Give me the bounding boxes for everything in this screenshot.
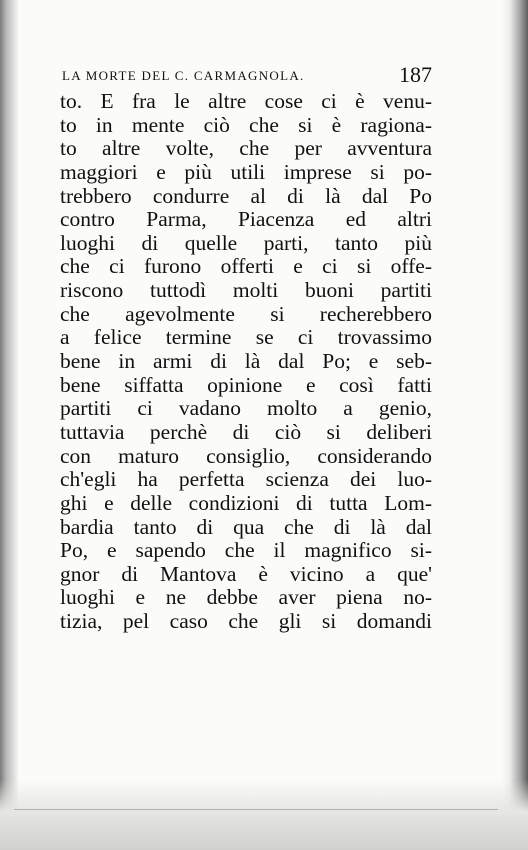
text-line: maggiori e più utili imprese si po-	[60, 159, 432, 184]
bottom-page-edge	[0, 780, 528, 850]
bottom-edge-line	[14, 809, 498, 810]
text-line: Po, e sapendo che il magnifico si-	[60, 538, 432, 563]
running-head-title: LA MORTE DEL C. CARMAGNOLA.	[62, 68, 305, 83]
text-line: tuttavia perchè di ciò si deliberi	[60, 419, 432, 444]
page-number: 187	[399, 62, 432, 87]
running-head	[62, 62, 432, 90]
text-line: bardia tanto di qua che di là dal	[60, 514, 432, 539]
text-line: gnor di Mantova è vicino a que'	[60, 561, 432, 586]
text-line: riscono tuttodì molti buoni partiti	[60, 278, 432, 303]
text-line: che ci furono offerti e ci si offe-	[60, 254, 432, 279]
text-line: ghi e delle condizioni di tutta Lom-	[60, 490, 432, 515]
page-edge-shadow	[502, 0, 528, 850]
binding-shadow	[0, 0, 18, 850]
text-line: to altre volte, che per avventura	[60, 136, 432, 161]
text-line: contro Parma, Piacenza ed altri	[60, 207, 432, 232]
text-line: bene in armi di là dal Po; e seb-	[60, 349, 432, 374]
text-line: con maturo consiglio, considerando	[60, 443, 432, 468]
text-line: luoghi di quelle parti, tanto più	[60, 230, 432, 255]
body-text	[60, 90, 432, 634]
text-line: luoghi e ne debbe aver piena no-	[60, 585, 432, 610]
text-line: to. E fra le altre cose ci è venu-	[60, 89, 432, 113]
text-line: to in mente ciò che si è ragiona-	[60, 112, 432, 137]
text-line: partiti ci vadano molto a genio,	[60, 396, 432, 421]
text-line: tizia, pel caso che gli si domandi	[60, 609, 432, 634]
text-line: a felice termine se ci trovassimo	[60, 325, 432, 350]
text-line: bene siffatta opinione e così fatti	[60, 372, 432, 397]
text-line: che agevolmente si recherebbero	[60, 301, 432, 326]
text-line: trebbero condurre al di là dal Po	[60, 183, 432, 208]
text-line: ch'egli ha perfetta scienza dei luo-	[60, 467, 432, 492]
